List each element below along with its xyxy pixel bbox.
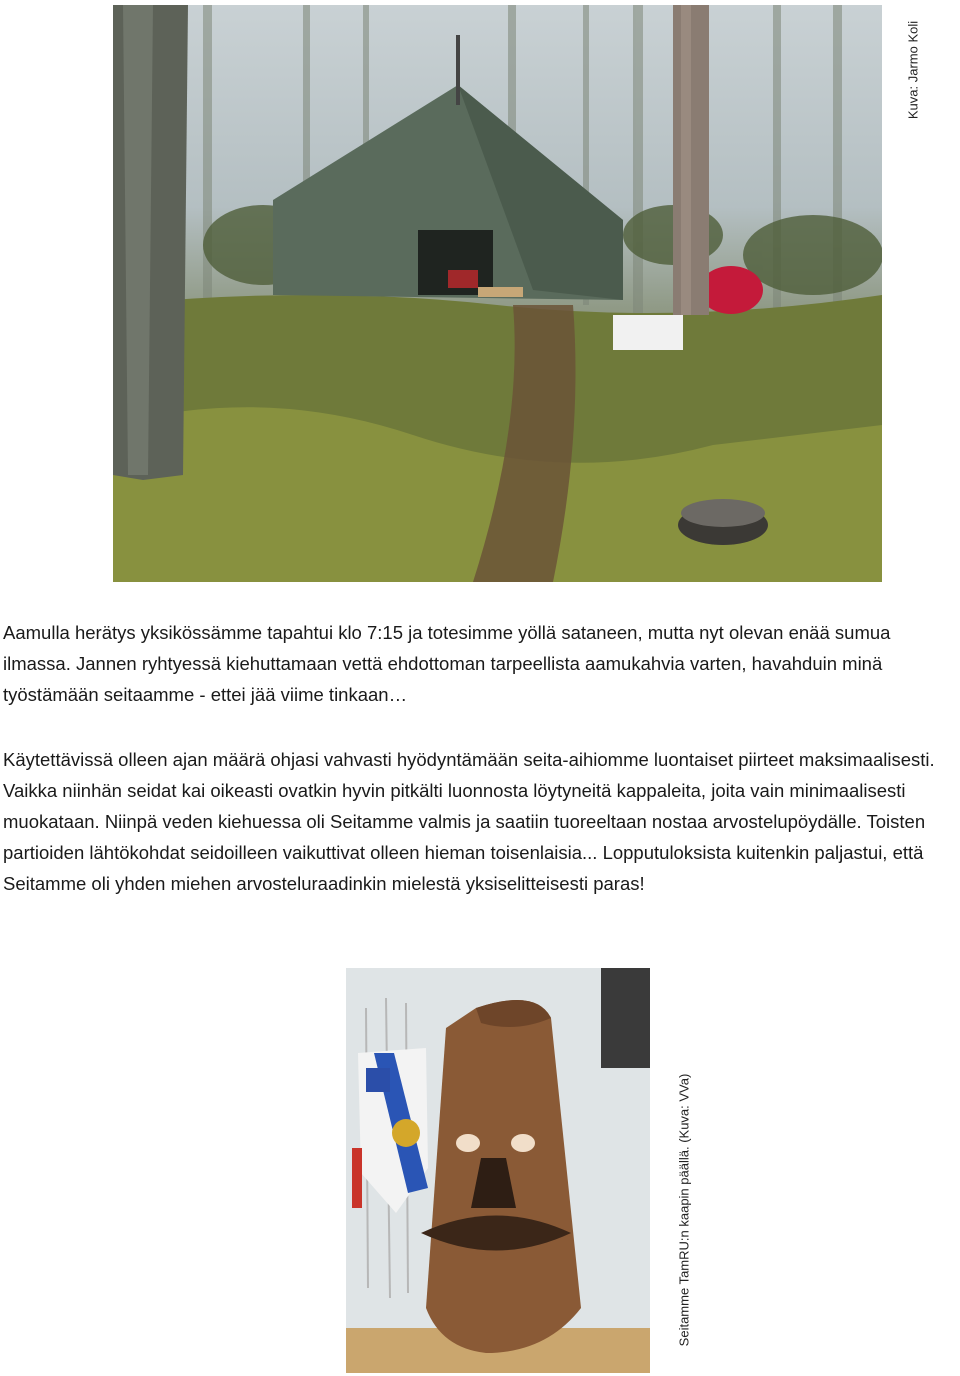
photo-caption: Seitamme TamRU:n kaapin päällä. (Kuva: VVa): [676, 1073, 692, 1346]
seita-photo: [346, 968, 650, 1373]
tent-forest-illustration: [113, 5, 882, 582]
seita-illustration: [346, 968, 650, 1373]
paragraph: Aamulla herätys yksikössämme tapahtui klo 7:15 ja totesimme yöllä sataneen, mutta nyt olevan enää sumua ilmassa. Jannen ryhtyessä kiehuttamaan vettä ehdottoman tarpeellista aamukahvia varten, havahduin minä työstämään seitaamme - ettei jää viime tinkaan…: [3, 622, 891, 705]
tent-forest-photo: [113, 5, 882, 582]
photo-credit: Kuva: Jarmo Koli: [905, 20, 921, 120]
paragraph: Käytettävissä olleen ajan määrä ohjasi vahvasti hyödyntämään seita-aihiomme luontaiset piirteet maksimaalisesti. Vaikka niinhän seidat kai oikeasti ovatkin hyvin pitkälti luonnosta löytyneitä kappaleita, joita vain minimaalisesti muokataan. Niinpä veden kiehuessa oli Seitamme valmis ja saatiin tuoreeltaan nostaa arvostelupöydälle. Toisten partioiden lähtökohdat seidoilleen vaikuttivat olleen hieman toisenlaisia... Lopputuloksista kuitenkin paljastui, että Seitamme oli yhden miehen arvosteluraadinkin mielestä yksiselitteisesti paras!: [3, 749, 935, 894]
